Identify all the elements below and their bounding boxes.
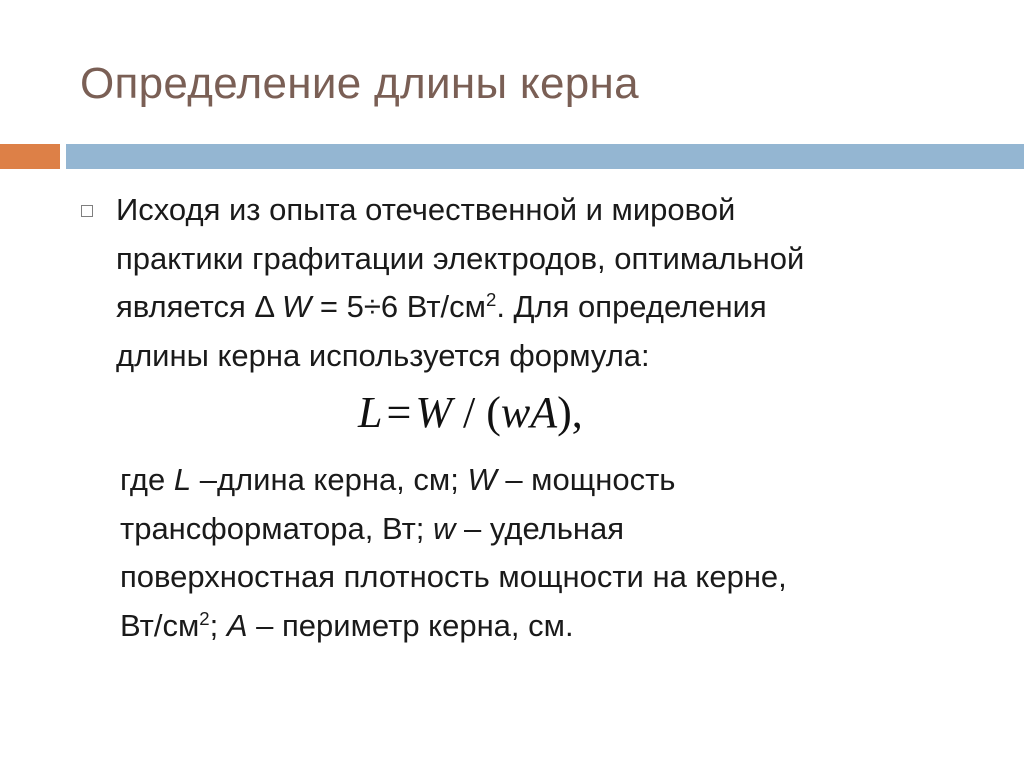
formula	[358, 385, 583, 441]
legend-line-3: поверхностная плотность мощности на керне,	[120, 559, 787, 594]
variable-w: w	[433, 510, 456, 546]
paragraph-line-2: практики графитации электродов, оптимальной	[116, 240, 805, 276]
legend-text: – периметр керна, см.	[247, 607, 574, 643]
legend-text: – мощность	[496, 462, 676, 497]
legend-text: ;	[209, 607, 227, 643]
body-paragraph	[116, 186, 996, 380]
superscript: 2	[199, 607, 210, 629]
formula-slash: /	[451, 388, 487, 437]
legend-paragraph	[120, 456, 1000, 650]
legend-line-2	[120, 505, 1000, 554]
variable-W: W	[467, 462, 497, 497]
formula-A: A	[530, 388, 558, 437]
superscript: 2	[485, 288, 497, 310]
legend-text: где	[120, 462, 174, 497]
legend-text: Вт/см	[120, 607, 200, 643]
paragraph-text: является Δ	[116, 289, 282, 324]
paragraph-line-3	[116, 283, 996, 332]
accent-bar-orange	[0, 144, 60, 169]
formula-L: L	[358, 388, 383, 437]
legend-text: трансформатора, Вт;	[120, 510, 434, 546]
legend-text: –длина керна, см;	[191, 462, 468, 497]
formula-w: w	[500, 388, 531, 437]
paragraph-line-4: длины керна используется формула:	[116, 337, 650, 373]
slide-title: Определение длины керна	[80, 59, 639, 108]
legend-text: – удельная	[455, 510, 625, 546]
paragraph-text: = 5÷6 Вт/см	[311, 289, 486, 324]
variable-A: A	[226, 607, 248, 643]
formula-W: W	[415, 388, 452, 437]
formula-close: ),	[557, 388, 583, 437]
variable-W: W	[282, 289, 312, 324]
legend-line-4	[120, 602, 1000, 651]
accent-bar-blue	[66, 144, 1024, 169]
square-bullet-icon	[81, 205, 93, 217]
legend-line-1	[120, 456, 1000, 505]
paragraph-line-1: Исходя из опыта отечественной и мировой	[116, 192, 736, 227]
paragraph-text: . Для определения	[496, 289, 767, 324]
formula-open-paren: (	[486, 388, 501, 437]
formula-equals: =	[386, 388, 412, 437]
variable-L: L	[173, 462, 192, 497]
